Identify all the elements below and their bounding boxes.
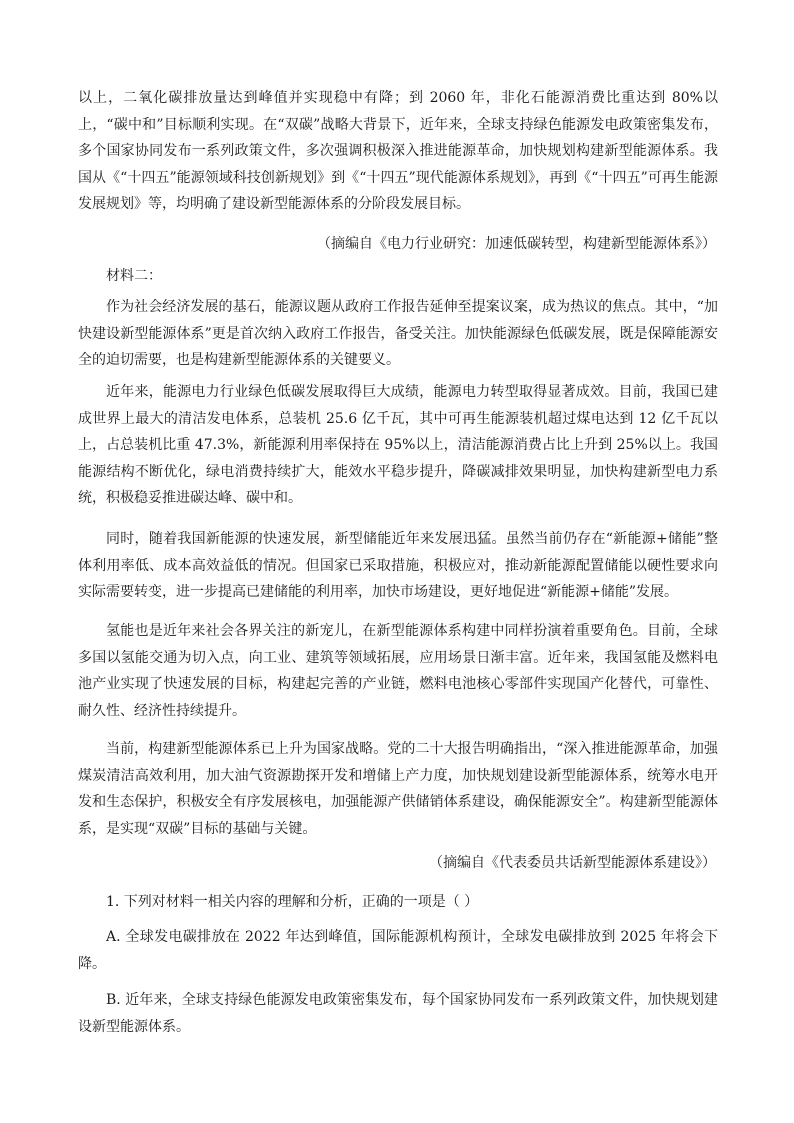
material1-tail-paragraph: 以上，二氧化碳排放量达到峰值并实现稳中有降；到 2060 年，非化石能源消费比重达到 80%以上，“碳中和”目标顺利实现。在“双碳”战略大背景下，近年来，全球支持绿色能源发电政策密集发布，多个国家协同发布一系列政策文件，多次强调积极深入推进能源革命，加快规划构建新型能源体系。我国从《“十四五”能源领域科技创新规划》到《“十四五”现代能源体系规划》，再到《“十四五”可再生能源发展规划》等，均明确了建设新型能源体系的分阶段发展目标。 xyxy=(78,90,718,212)
question-1-option-b: B. 近年来，全球支持绿色能源发电政策密集发布，每个国家协同发布一系列政策文件，加快规划建设新型能源体系。 xyxy=(78,992,718,1035)
question-1-option-a: A. 全球发电碳排放在 2022 年达到峰值，国际能源机构预计，全球发电碳排放到 2025 年将会下降。 xyxy=(78,929,718,972)
material2-paragraph-1: 作为社会经济发展的基石，能源议题从政府工作报告延伸至提案议案，成为热议的焦点。其中，“加快建设新型能源体系”更是首次纳入政府工作报告，备受关注。加快能源绿色低碳发展，既是保障能源安全的迫切需要，也是构建新型能源体系的关键要义。 xyxy=(78,299,718,368)
material2-paragraph-2: 近年来，能源电力行业绿色低碳发展取得巨大成绩，能源电力转型取得显著成效。目前，我国已建成世界上最大的清洁发电体系，总装机 25.6 亿千瓦，其中可再生能源装机超过煤电达到 12 亿千瓦以上，占总装机比重 47.3%，新能源利用率保持在 95%以上，清洁能源消费占比上升到 25%以上。我国能源结构不断优化，绿电消费持续扩大，能效水平稳步提升，降碳减排效果明显，加快构建新型电力系统，积极稳妥推进碳达峰、碳中和。 xyxy=(78,384,718,506)
question-1-stem: 1. 下列对材料一相关内容的理解和分析，正确的一项是（ ） xyxy=(106,894,479,910)
material2-heading: 材料二： xyxy=(106,268,162,284)
material1-source: （摘编自《电力行业研究：加速低碳转型，构建新型能源体系》） xyxy=(317,236,716,252)
material2-paragraph-4: 氢能也是近年来社会各界关注的新宠儿，在新型能源体系构建中同样扮演着重要角色。目前，全球多国以氢能交通为切入点，向工业、建筑等领域拓展，应用场景日渐丰富。近年来，我国氢能及燃料电池产业实现了快速发展的目标，构建起完善的产业链，燃料电池核心零部件实现国产化替代，可靠性、耐久性、经济性持续提升。 xyxy=(78,623,718,719)
material2-paragraph-3: 同时，随着我国新能源的快速发展，新型储能近年来发展迅猛。虽然当前仍存在“新能源+储能”整体利用率低、成本高效益低的情况。但国家已采取措施，积极应对，推动新能源配置储能以硬性要求向实际需要转变，进一步提高已建储能的利用率，加快市场建设，更好地促进“新能源+储能”发展。 xyxy=(78,531,718,600)
material2-paragraph-5: 当前，构建新型能源体系已上升为国家战略。党的二十大报告明确指出，“深入推进能源革命，加强煤炭清洁高效利用，加大油气资源勘探开发和增储上产力度，加快规划建设新型能源体系，统筹水电开发和生态保护，积极安全有序发展核电，加强能源产供储销体系建设，确保能源安全”。构建新型能源体系，是实现“双碳”目标的基础与关键。 xyxy=(78,741,718,837)
material2-source: （摘编自《代表委员共话新型能源体系建设》） xyxy=(429,855,716,871)
